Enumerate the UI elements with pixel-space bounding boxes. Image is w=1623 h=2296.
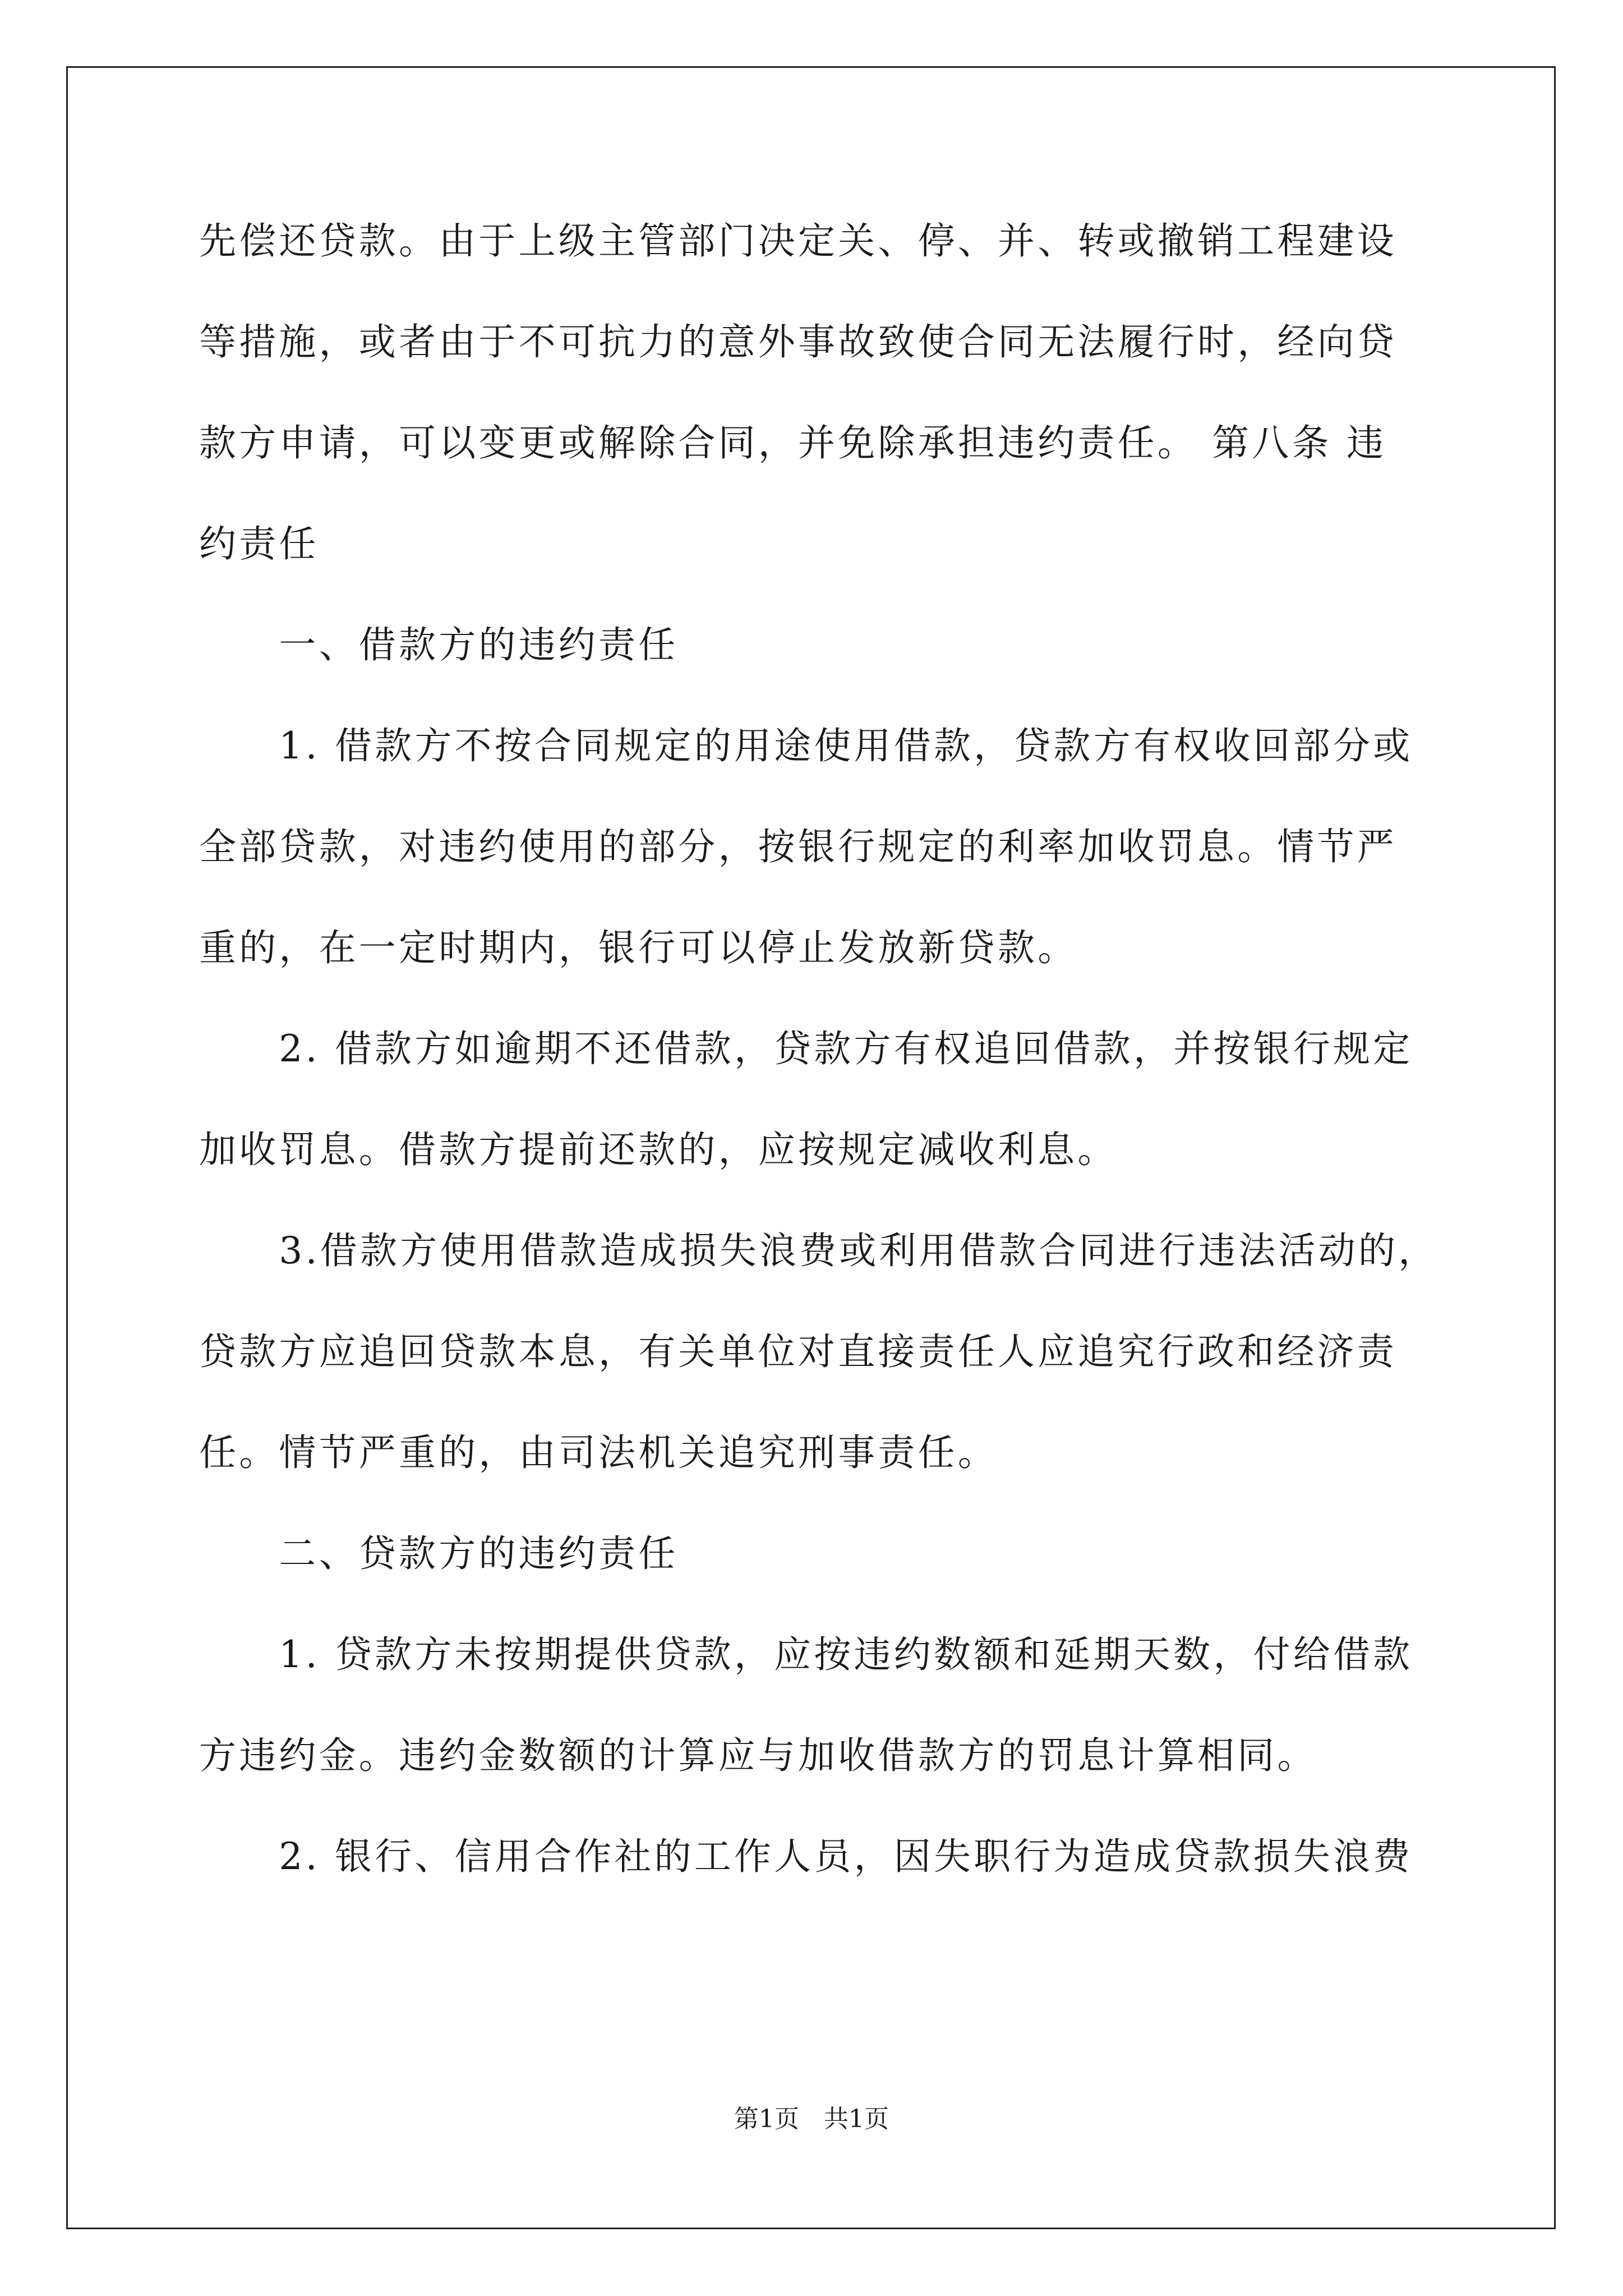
page-number: 第1页 共1页 [734, 2105, 889, 2133]
text-line: 2. 银行、信用合作社的工作人员，因失职行为造成贷款损失浪费 [199, 1835, 1413, 1878]
section-heading: 一、借款方的违约责任 [199, 623, 679, 666]
text-line: 3.借款方使用借款造成损失浪费或利用借款合同进行违法活动的， [199, 1229, 1438, 1272]
text-line: 等措施，或者由于不可抗力的意外事故致使合同无法履行时，经向贷 [199, 320, 1397, 364]
text-line: 任。情节严重的，由司法机关追究刑事责任。 [199, 1431, 998, 1474]
section-heading: 二、贷款方的违约责任 [199, 1532, 679, 1575]
text-line: 全部贷款，对违约使用的部分，按银行规定的利率加收罚息。情节严 [199, 825, 1397, 868]
text-line: 1. 贷款方未按期提供贷款，应按违约数额和延期天数，付给借款 [199, 1633, 1413, 1676]
text-line: 1. 借款方不按合同规定的用途使用借款，贷款方有权收回部分或 [199, 724, 1413, 767]
text-line: 2. 借款方如逾期不还借款，贷款方有权追回借款，并按银行规定 [199, 1027, 1413, 1070]
text-line: 款方申请，可以变更或解除合同，并免除承担违约责任。 第八条 违 [199, 421, 1387, 464]
page-footer [0, 2104, 1623, 2135]
text-line: 重的，在一定时期内，银行可以停止发放新贷款。 [199, 926, 1078, 969]
text-line: 先偿还贷款。由于上级主管部门决定关、停、并、转或撤销工程建设 [199, 219, 1397, 263]
text-line: 约责任 [199, 522, 319, 565]
text-line: 贷款方应追回贷款本息，有关单位对直接责任人应追究行政和经济责 [199, 1330, 1397, 1373]
text-line: 方违约金。违约金数额的计算应与加收借款方的罚息计算相同。 [199, 1734, 1317, 1777]
text-line: 加收罚息。借款方提前还款的，应按规定减收利息。 [199, 1128, 1118, 1171]
